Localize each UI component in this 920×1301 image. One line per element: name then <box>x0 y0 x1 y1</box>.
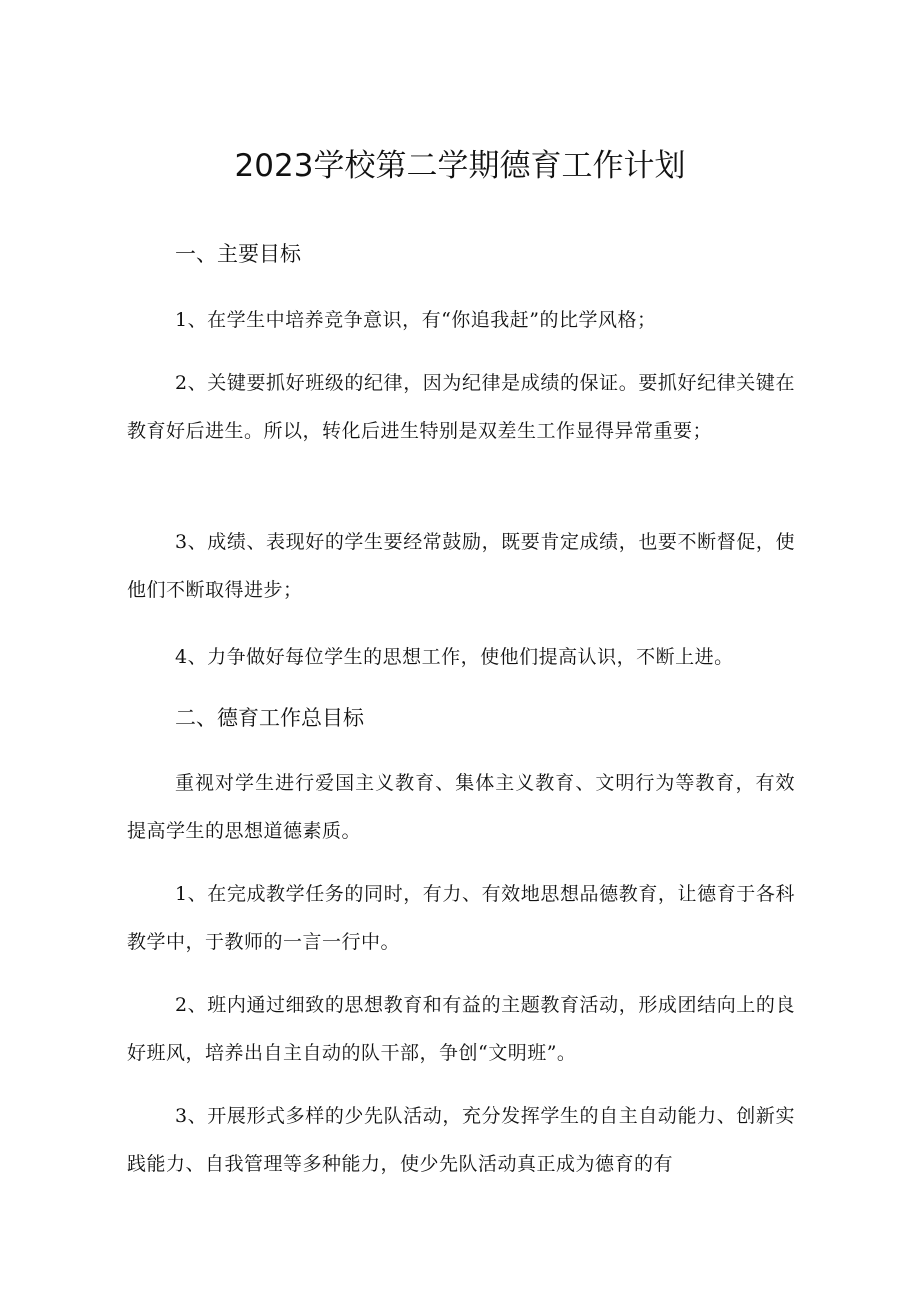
paragraph-goal-1: 1、在学生中培养竞争意识，有“你追我赶”的比学风格； <box>175 309 657 331</box>
document-title: 2023学校第二学期德育工作计划 <box>234 148 686 184</box>
paragraph-goal-3: 3、成绩、表现好的学生要经常鼓励，既要肯定成绩，也要不断督促，使他们不断取得进步； <box>127 531 795 601</box>
paragraph-moral-1: 1、在完成教学任务的同时，有力、有效地思想品德教育，让德育于各科教学中，于教师的一言一行中。 <box>127 883 795 953</box>
section-heading-moral-education-goals: 二、德育工作总目标 <box>175 706 364 730</box>
paragraph-goal-2: 2、关键要抓好班级的纪律，因为纪律是成绩的保证。要抓好纪律关键在教育好后进生。所以，转化后进生特别是双差生工作显得异常重要； <box>127 372 795 442</box>
paragraph-moral-3: 3、开展形式多样的少先队活动，充分发挥学生的自主自动能力、创新实践能力、自我管理等多种能力，使少先队活动真正成为德育的有 <box>127 1105 795 1175</box>
section-heading-main-goals: 一、主要目标 <box>175 242 301 266</box>
paragraph-moral-2: 2、班内通过细致的思想教育和有益的主题教育活动，形成团结向上的良好班风，培养出自主自动的队干部，争创“文明班”。 <box>127 994 795 1064</box>
paragraph-moral-intro: 重视对学生进行爱国主义教育、集体主义教育、文明行为等教育，有效提高学生的思想道德素质。 <box>127 772 795 842</box>
paragraph-goal-4: 4、力争做好每位学生的思想工作，使他们提高认识，不断上进。 <box>175 646 734 668</box>
